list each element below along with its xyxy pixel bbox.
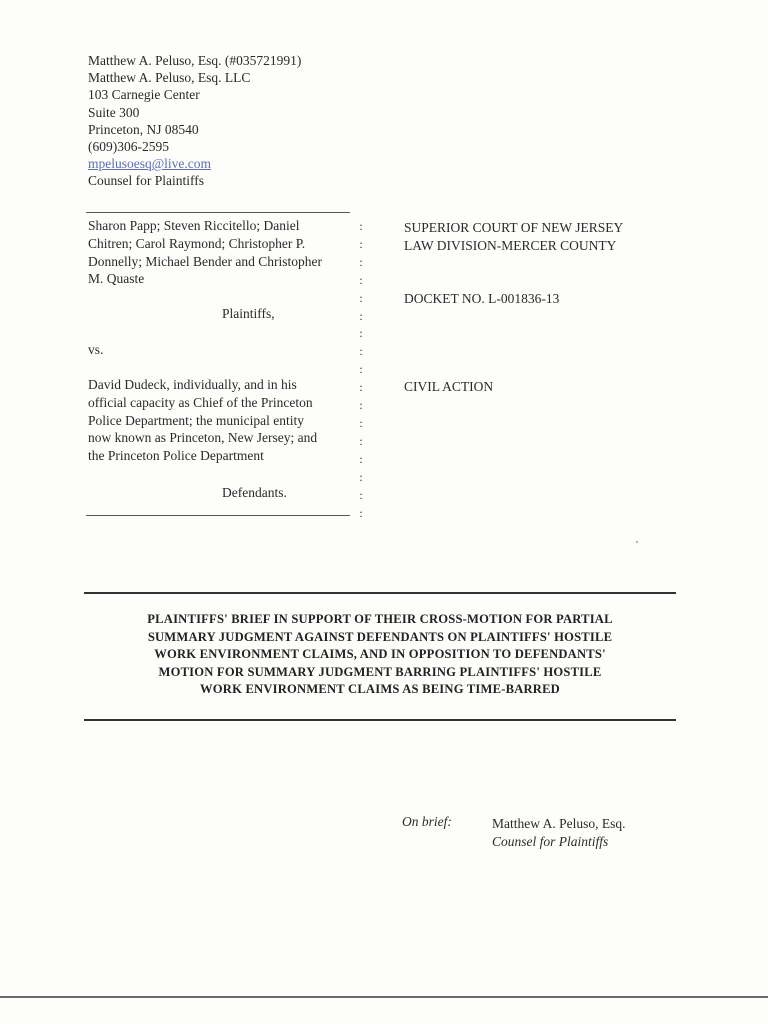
city-state-zip: Princeton, NJ 08540 (88, 121, 199, 137)
brief-title-line: SUMMARY JUDGMENT AGAINST DEFENDANTS ON PLAINTIFFS' HOSTILE (147, 629, 613, 644)
court-line: LAW DIVISION-MERCER COUNTY (404, 237, 617, 253)
caption-colon: : (359, 236, 363, 251)
plaintiffs-line: Donnelly; Michael Bender and Christopher (88, 253, 322, 269)
title-top-rule (84, 592, 676, 594)
scan-speck (636, 541, 638, 543)
court-line: SUPERIOR COURT OF NEW JERSEY (404, 220, 624, 235)
defendants-line: David Dudeck, individually, and in his (88, 377, 297, 392)
docket-number: DOCKET NO. L-001836-13 (404, 291, 560, 306)
caption-top-rule (86, 212, 350, 213)
on-brief-label: On brief: (402, 814, 452, 829)
page-bottom-rule (0, 996, 768, 998)
versus-label: vs. (88, 342, 104, 357)
defendants-line: the Princeton Police Department (88, 448, 264, 464)
caption-colon: : (359, 451, 363, 466)
plaintiffs-line: Sharon Papp; Steven Riccitello; Daniel (88, 218, 300, 233)
defendants-line: now known as Princeton, New Jersey; and (88, 430, 318, 446)
caption-colon: : (359, 254, 363, 269)
brief-title-line: WORK ENVIRONMENT CLAIMS, AND IN OPPOSITION TO DEFENDANTS' (154, 647, 606, 662)
address-line-1: 103 Carnegie Center (88, 87, 200, 103)
brief-title-line: WORK ENVIRONMENT CLAIMS AS BEING TIME-BARRED (200, 682, 560, 697)
brief-title-line: PLAINTIFFS' BRIEF IN SUPPORT OF THEIR CROSS-MOTION FOR PARTIAL (147, 612, 613, 626)
defendants-line: Police Department; the municipal entity (88, 412, 304, 428)
attorney-role: Counsel for Plaintiffs (88, 173, 204, 189)
caption-colon: : (359, 272, 363, 287)
caption-colon: : (359, 380, 363, 395)
caption-colon: : (359, 219, 363, 233)
caption-colon: : (359, 487, 363, 502)
civil-action-label: CIVIL ACTION (404, 379, 494, 394)
address-line-2: Suite 300 (88, 104, 140, 120)
phone-number: (609)306-2595 (88, 139, 169, 155)
email-link[interactable]: mpelusoesq@live.com (88, 156, 212, 172)
caption-colon: : (359, 290, 363, 305)
caption-colon: : (359, 362, 363, 377)
brief-title (90, 611, 670, 699)
caption-bottom-rule (86, 515, 350, 516)
title-bottom-rule (84, 719, 676, 721)
caption-colon: : (359, 469, 363, 484)
caption-colon: : (359, 326, 363, 341)
caption-colon: : (359, 505, 363, 520)
court-name (404, 219, 623, 254)
defendants-label: Defendants. (222, 485, 287, 500)
caption-colon: : (359, 433, 363, 448)
on-brief-attorney-role: Counsel for Plaintiffs (492, 833, 609, 849)
brief-title-line: MOTION FOR SUMMARY JUDGMENT BARRING PLAINTIFFS' HOSTILE (158, 664, 602, 679)
caption-colon: : (359, 344, 363, 359)
on-brief-attorney-name: Matthew A. Peluso, Esq. (492, 816, 626, 831)
defendants-names (88, 376, 356, 465)
caption-colon: : (359, 415, 363, 430)
on-brief-attorney-block (492, 815, 626, 850)
plaintiffs-line: Chitren; Carol Raymond; Christopher P. (88, 235, 306, 251)
plaintiffs-names (88, 217, 356, 288)
attorney-name: Matthew A. Peluso, Esq. (#035721991) (88, 53, 302, 68)
attorney-info-block (88, 52, 301, 190)
caption-colon: : (359, 398, 363, 413)
plaintiffs-label: Plaintiffs, (222, 306, 275, 321)
law-firm-name: Matthew A. Peluso, Esq. LLC (88, 70, 251, 86)
caption-colon-column (356, 218, 366, 522)
defendants-line: official capacity as Chief of the Princeton (88, 394, 313, 410)
caption-colon: : (359, 308, 363, 323)
plaintiffs-line: M. Quaste (88, 271, 145, 287)
